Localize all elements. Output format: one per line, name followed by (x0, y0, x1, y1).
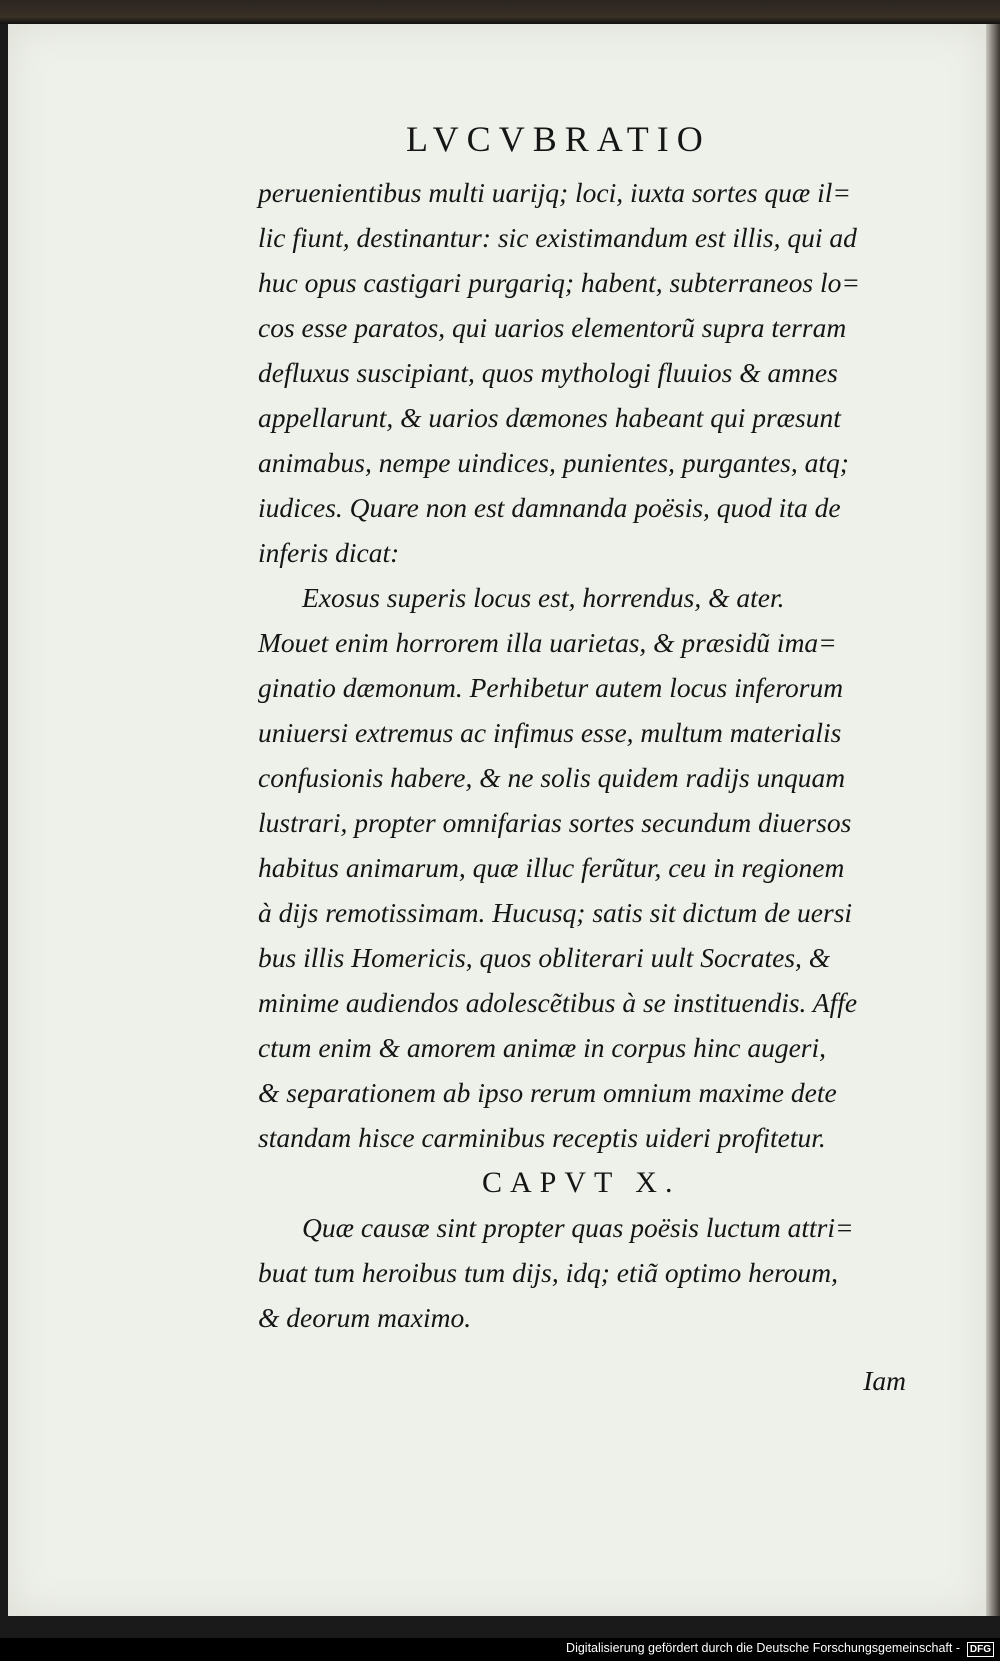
text-line: habitus animarum, quæ illuc ferũtur, ceu in regionem (258, 852, 845, 883)
text-line: lic fiunt, destinantur: sic existimandum est illis, qui ad (258, 222, 857, 253)
text-line: bus illis Homericis, quos obliterari uult Socrates, & (258, 942, 831, 973)
text-line: uniuersi extremus ac infimus esse, multum materialis (258, 717, 842, 748)
running-head: LVCVBRATIO (406, 119, 711, 159)
text-line: appellarunt, & uarios dæmones habeant qui præsunt (258, 402, 841, 433)
text-line: iudices. Quare non est damnanda poësis, quod ita de (258, 492, 841, 523)
text-line: ginatio dæmonum. Perhibetur autem locus inferorum (258, 672, 844, 703)
text-line: à dijs remotissimam. Hucusq; satis sit dictum de uersi (258, 897, 853, 928)
text-line: & separationem ab ipso rerum omnium maxime dete (258, 1077, 837, 1108)
footer-credit: Digitalisierung gefördert durch die Deutsche Forschungsgemeinschaft - (566, 1641, 960, 1655)
text-line: animabus, nempe uindices, punientes, purgantes, atq; (258, 447, 849, 478)
text-line: cos esse paratos, qui uarios elementorũ supra terram (258, 312, 847, 343)
text-line: minime audiendos adolescẽtibus à se instituendis. Affe (258, 987, 858, 1018)
text-line: peruenientibus multi uarijq; loci, iuxta sortes quæ il= (258, 177, 851, 208)
text-line: defluxus suscipiant, quos mythologi fluuios & amnes (258, 357, 838, 388)
catchword: Iam (863, 1365, 906, 1396)
dfg-logo-icon: DFG (967, 1642, 994, 1657)
verse-quotation: Exosus superis locus est, horrendus, & ater. (302, 582, 785, 613)
text-line: Mouet enim horrorem illa uarietas, & præsidũ ima= (258, 627, 837, 658)
text-line: inferis dicat: (258, 537, 400, 568)
chapter-heading: CAPVT X. (482, 1166, 681, 1199)
text-line: standam hisce carminibus receptis uideri profitetur. (258, 1122, 826, 1153)
chapter-summary-line: & deorum maximo. (258, 1302, 472, 1333)
text-line: lustrari, propter omnifarias sortes secundum diuersos (258, 807, 852, 838)
body-text (258, 170, 928, 1403)
text-line: ctum enim & amorem animæ in corpus hinc augeri, (258, 1032, 827, 1063)
text-line: huc opus castigari purgariq; habent, subterraneos lo= (258, 267, 860, 298)
page-right-edge (986, 24, 1000, 1616)
chapter-summary-line: Quæ causæ sint propter quas poësis luctum attri= (302, 1212, 854, 1243)
book-top-edge (0, 0, 1000, 24)
text-line: confusionis habere, & ne solis quidem radijs unquam (258, 762, 846, 793)
chapter-summary-line: buat tum heroibus tum dijs, idq; etiã optimo heroum, (258, 1257, 839, 1288)
